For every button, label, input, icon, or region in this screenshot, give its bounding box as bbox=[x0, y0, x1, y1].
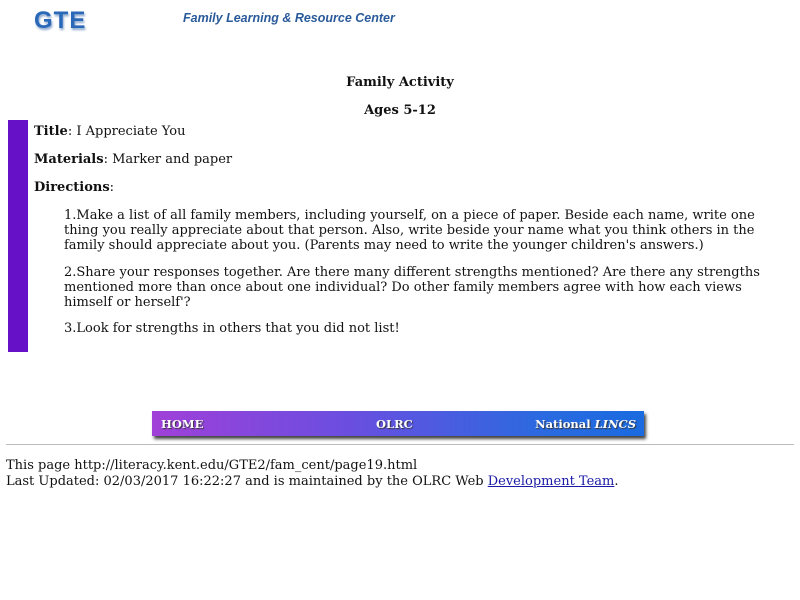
directions bbox=[34, 180, 790, 195]
step-2: 2.Share your responses together. Are there many different strengths mentioned? Are there any strengths mentioned more than once about one individual? Do other family members agree with how each views himself or herself'? bbox=[64, 265, 760, 310]
title-value: : I Appreciate You bbox=[67, 124, 186, 139]
nav-national-text: National bbox=[535, 417, 595, 431]
purple-side-bar bbox=[8, 120, 28, 352]
materials-value: : Marker and paper bbox=[103, 152, 233, 167]
step-1: 1.Make a list of all family members, including yourself, on a piece of paper. Beside each name, write one thing you really appreciate about that person. Also, write beside your name what you think others in the family should appreciate about you. (Parents may need to write the younger children's answers.) bbox=[64, 208, 755, 253]
nav-lincs-text: LINCS bbox=[594, 417, 636, 431]
activity-title bbox=[34, 124, 790, 139]
period: . bbox=[614, 474, 619, 489]
divider bbox=[6, 444, 794, 445]
directions-label: Directions bbox=[34, 180, 110, 195]
nav-bar bbox=[152, 411, 644, 436]
step-3: 3.Look for strengths in others that you did not list! bbox=[64, 321, 400, 336]
title-label: Title bbox=[34, 124, 68, 139]
development-team-link[interactable]: Development Team bbox=[487, 474, 615, 489]
nav-national-lincs[interactable] bbox=[535, 417, 636, 431]
tagline: Family Learning & Resource Center bbox=[183, 11, 395, 25]
last-updated bbox=[6, 474, 619, 490]
update-text: Last Updated: 02/03/2017 16:22:27 and is maintained by the OLRC Web bbox=[6, 474, 488, 489]
footer bbox=[6, 458, 619, 490]
gte-logo: GTE bbox=[34, 7, 87, 34]
colon: : bbox=[109, 180, 115, 195]
nav-home[interactable]: HOME bbox=[161, 417, 204, 431]
age-range: Ages 5-12 bbox=[364, 103, 436, 118]
nav-olrc[interactable]: OLRC bbox=[376, 417, 413, 431]
page-url: This page http://literacy.kent.edu/GTE2/fam_cent/page19.html bbox=[6, 458, 418, 473]
materials-label: Materials bbox=[34, 152, 104, 167]
materials bbox=[34, 152, 790, 167]
page-title: Family Activity bbox=[346, 75, 454, 90]
